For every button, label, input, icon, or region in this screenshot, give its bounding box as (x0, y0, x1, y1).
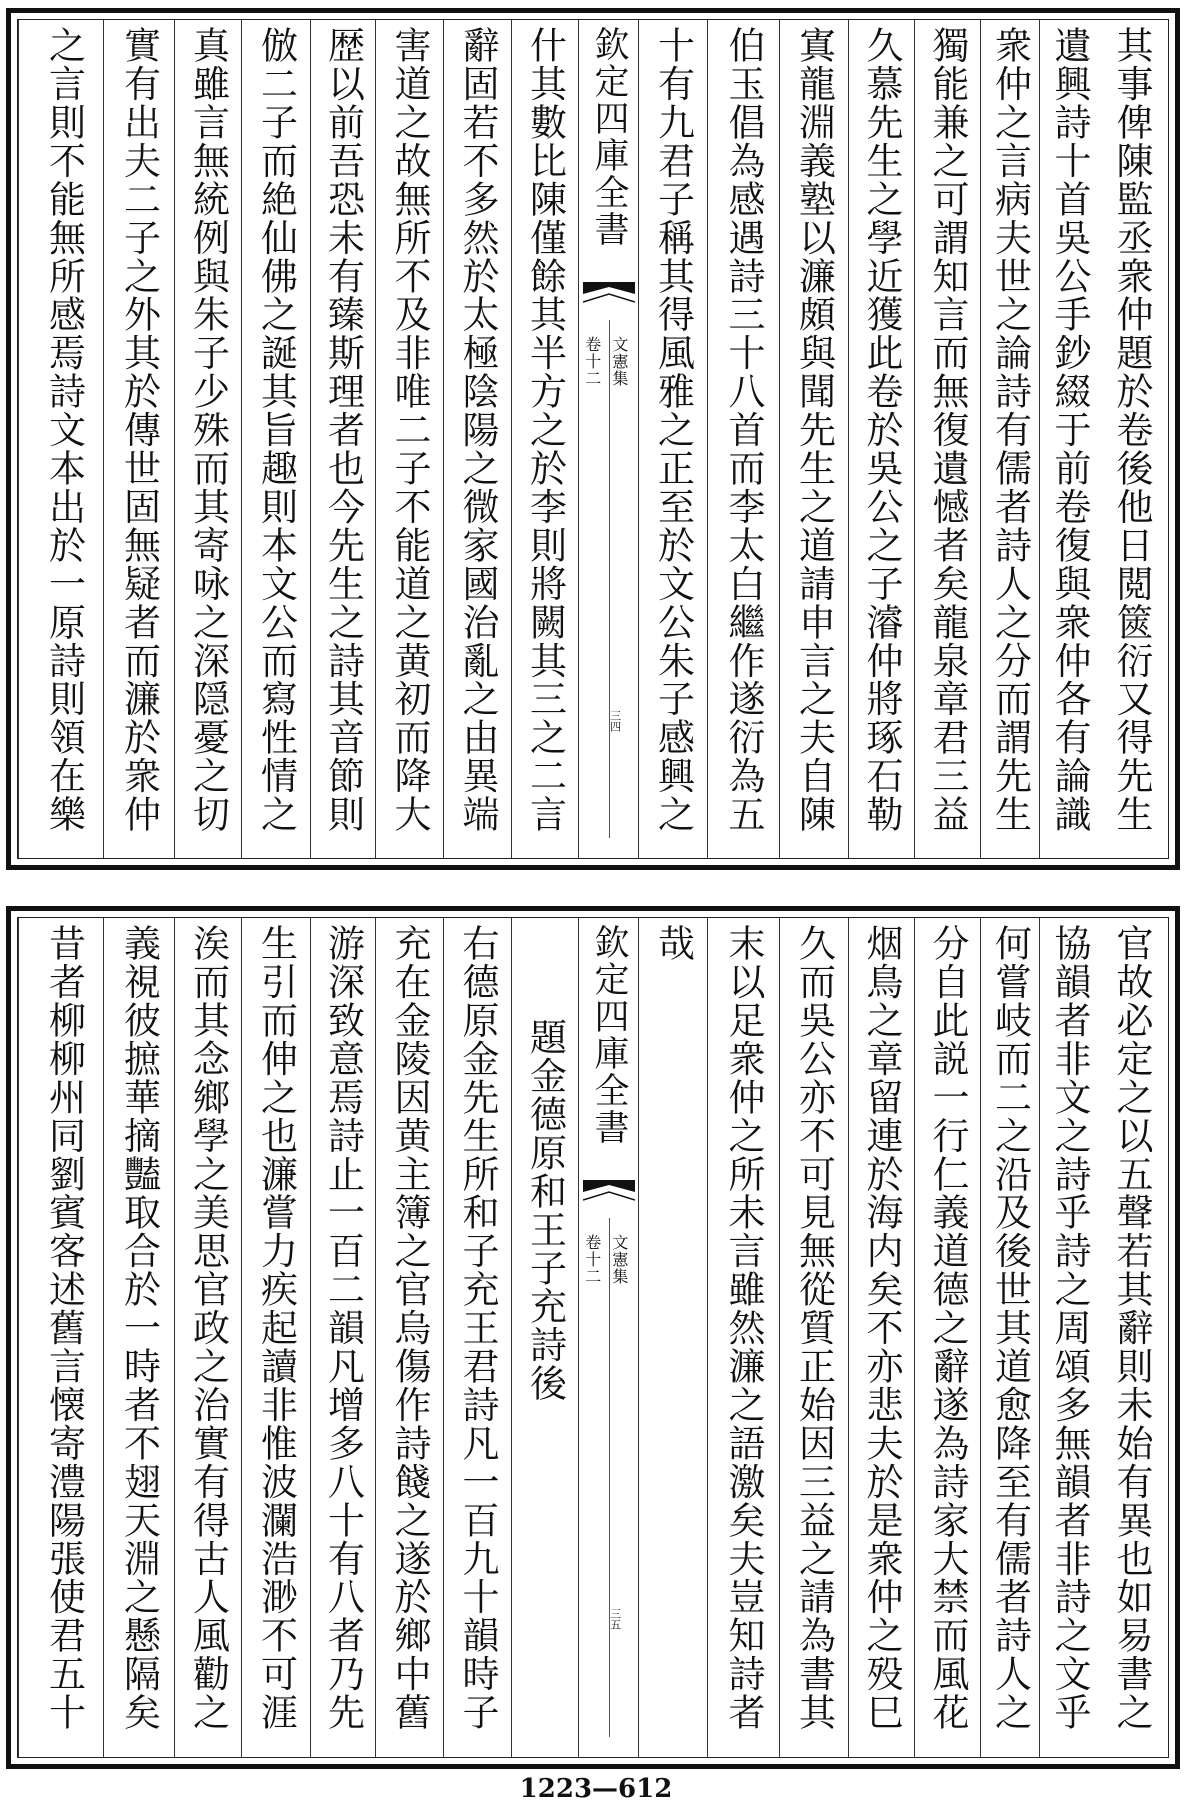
text-column: 倣二子而絶仙佛之誕其旨趣則本文公而寫性情之 (241, 20, 310, 858)
text-column: 遺興詩十首吳公手鈔綴于前卷復與衆仲各有論識 (1039, 20, 1099, 858)
bottom-page-frame (6, 906, 1180, 1769)
text-column: 充在金陵因黄主簿之官烏傷作詩餞之遂於鄉中舊 (375, 918, 443, 1757)
text-column: 真雖言無統例與朱子少殊而其寄咏之深隠憂之切 (174, 20, 241, 858)
text-column: 昔者柳柳州同劉賓客述舊言懐寄澧陽張使君五十 (18, 918, 103, 1757)
text-column: 義視彼摭華摘豔取合於一時者不翅天淵之懸隔矣 (103, 918, 174, 1757)
text-column: 什其數比陳僅餘其半方之於李則將闕其三之二言 (511, 20, 578, 858)
fish-tail-mark-icon (583, 282, 635, 316)
top-page-frame (6, 8, 1180, 870)
library-title: 欽定四庫全書 (589, 26, 629, 248)
text-column: 十有九君子稱其得風雅之正至於文公朱子感興之 (638, 20, 707, 858)
top-page-inner-border (17, 19, 1169, 859)
text-column: 衆仲之言病夫世之論詩有儒者詩人之分而謂先生 (980, 20, 1039, 858)
text-column: 之言則不能無所感焉詩文本出於一原詩則領在樂 (18, 20, 103, 858)
center-banner (578, 20, 638, 858)
text-column: 協韻者非文之詩乎詩之周頌多無韻者非詩之文乎 (1039, 918, 1099, 1757)
text-column: 久慕先生之學近獲此卷於吳公之子濬仲將琢石勒 (848, 20, 914, 858)
library-title: 欽定四庫全書 (589, 924, 629, 1146)
text-column: 歴以前吾恐未有臻斯理者也今先生之詩其音節則 (310, 20, 375, 858)
fish-tail-mark-icon (583, 1180, 635, 1214)
text-column: 右德原金先生所和子充王君詩凡一百九十韻時子 (443, 918, 511, 1757)
text-column: 末以足衆仲之所未言雖然濂之語激矣夫豈知詩者 (707, 918, 779, 1757)
bottom-page-inner-border (17, 917, 1169, 1758)
text-column: 烟鳥之章留連於海内矣不亦悲夫於是衆仲之殁巳 (848, 918, 914, 1757)
volume-number: 卷十二 (582, 336, 602, 387)
page-code: 1223—612 (519, 1774, 673, 1804)
text-column: 獨能兼之可謂知言而無復遺憾者矣龍泉章君三益 (914, 20, 980, 858)
book-name: 文憲集 (609, 336, 629, 387)
text-column: 辭固若不多然於太極陰陽之微家國治亂之由異端 (443, 20, 511, 858)
text-column: 其事俾陳監丞衆仲題於卷後他日閲篋衍又得先生 (1110, 26, 1153, 834)
text-column: 分自此説一行仁義道德之辭遂為詩家大禁而風花 (914, 918, 980, 1757)
text-column: 害道之故無所不及非唯二子不能道之黄初而降大 (375, 20, 443, 858)
text-column: 何嘗岐而二之沿及後世其道愈降至有儒者詩人之 (980, 918, 1039, 1757)
text-column: 寘龍淵義塾以濂頗與聞先生之道請申言之夫自陳 (779, 20, 848, 858)
text-column: 游深致意焉詩止一百二韻凡增多八十有八者乃先 (310, 918, 375, 1757)
book-name: 文憲集 (609, 1234, 629, 1285)
banner-center-line (609, 320, 610, 838)
banner-center-line (609, 1218, 610, 1737)
text-column: 實有出夫二子之外其於傳世固無疑者而濂於衆仲 (103, 20, 174, 858)
text-column: 官故必定之以五聲若其辭則未始有異也如易書之 (1110, 924, 1153, 1732)
essay-title: 題金德原和王子充詩後 (511, 918, 578, 1757)
text-column: 生引而伸之也濂嘗力疾起讀非惟波瀾浩渺不可涯 (241, 918, 310, 1757)
text-column: 伯玉倡為感遇詩三十八首而李太白繼作遂衍為五 (707, 20, 779, 858)
text-column: 久而吳公亦不可見無從質正始因三益之請為書其 (779, 918, 848, 1757)
folio-number: 三四 (608, 710, 622, 732)
center-banner (578, 918, 638, 1757)
folio-number: 三五 (608, 1608, 622, 1630)
text-column: 涘而其念鄉學之美思官政之治實有得古人風勸之 (174, 918, 241, 1757)
text-column: 哉 (638, 918, 707, 1757)
volume-number: 卷十二 (582, 1234, 602, 1285)
